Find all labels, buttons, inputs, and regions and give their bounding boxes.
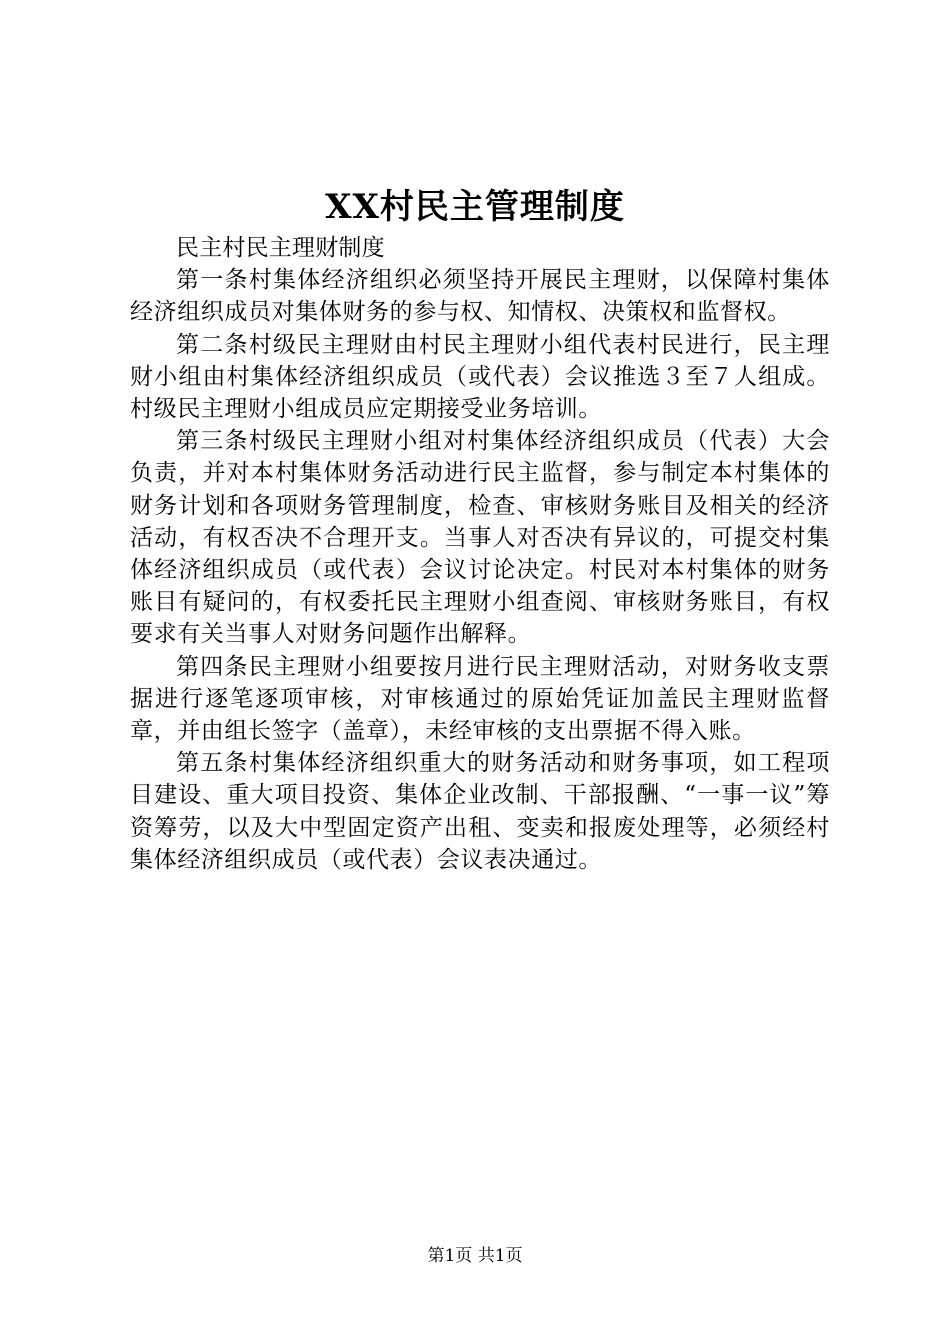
- document-body: [130, 232, 830, 876]
- page-number-footer: 第1页 共1页: [427, 1246, 523, 1266]
- article-5: 第五条村集体经济组织重大的财务活动和财务事项，如工程项目建设、重大项目投资、集体企业改制、干部报酬、“一事一议”筹资筹劳，以及大中型固定资产出租、变卖和报废处理等，必须经村集体经济组织成员（或代表）会议表决通过。: [130, 750, 830, 873]
- document-title: XX村民主管理制度: [325, 187, 625, 227]
- article-3: 第三条村级民主理财小组对村集体经济组织成员（代表）大会负责，并对本村集体财务活动进行民主监督，参与制定本村集体的财务计划和各项财务管理制度，检查、审核财务账目及相关的经济活动，有权否决不合理开支。当事人对否决有异议的，可提交村集体经济组织成员（或代表）会议讨论决定。村民对本村集体的财务账目有疑问的，有权委托民主理财小组查阅、审核财务账目，有权要求有关当事人对财务问题作出解释。: [130, 428, 830, 648]
- article-1: 第一条村集体经济组织必须坚持开展民主理财，以保障村集体经济组织成员对集体财务的参与权、知情权、决策权和监督权。: [130, 267, 830, 326]
- article-4: 第四条民主理财小组要按月进行民主理财活动，对财务收支票据进行逐笔逐项审核，对审核通过的原始凭证加盖民主理财监督章，并由组长签字（盖章），未经审核的支出票据不得入账。: [130, 653, 830, 745]
- section-heading: 民主村民主理财制度: [176, 235, 385, 261]
- article-2: 第二条村级民主理财由村民主理财小组代表村民进行，民主理财小组由村集体经济组织成员（或代表）会议推选３至７人组成。村级民主理财小组成员应定期接受业务培训。: [130, 331, 830, 423]
